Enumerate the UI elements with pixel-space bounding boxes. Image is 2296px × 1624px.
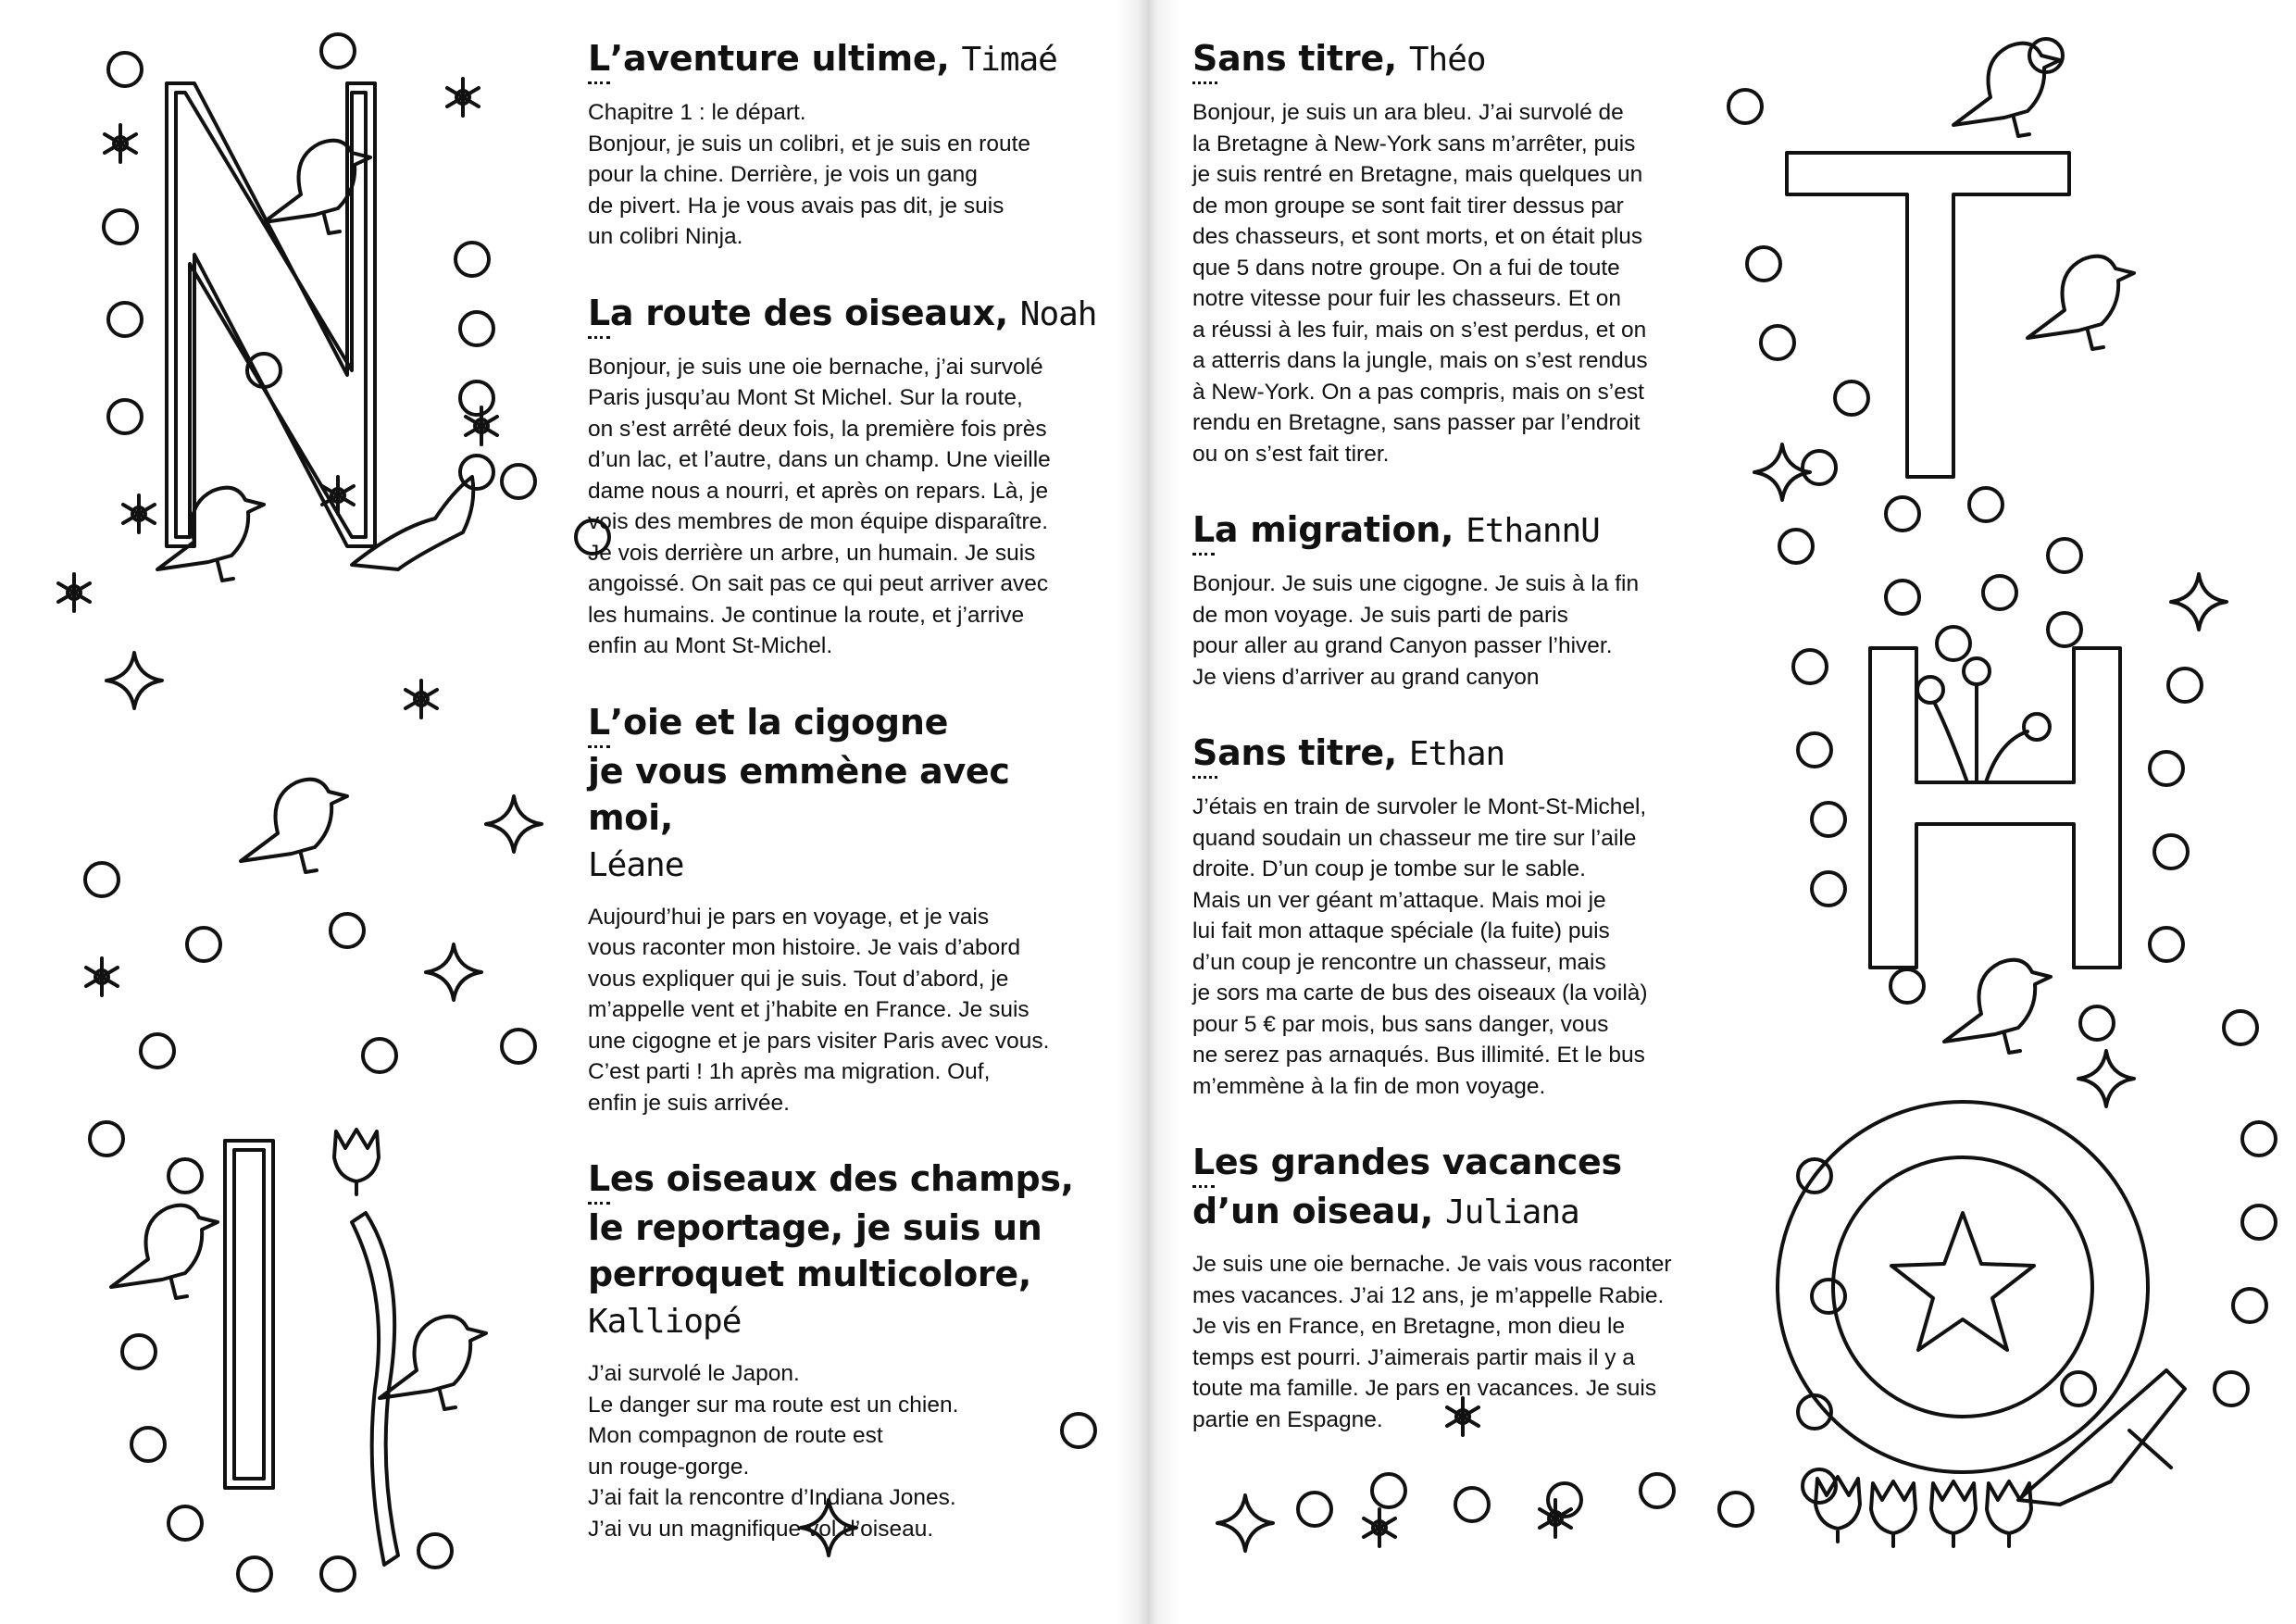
story-title-text: ’oie et la cigogne je vous emmène avec moi, xyxy=(588,701,1010,838)
bird-outlines xyxy=(111,44,2134,1409)
big-letter-i xyxy=(225,1141,273,1488)
story xyxy=(1192,506,1711,693)
story-initial: S xyxy=(1192,730,1217,779)
story-author: Juliana xyxy=(1444,1193,1579,1231)
right-column xyxy=(1192,35,1711,1472)
story-text: Aujourd’hui je pars en voyage, et je vais vous raconter mon histoire. Je vais d’abord vous expliquer qui je suis. Tout d’abord, je m’appelle vent et j’habite en France. Je suis une cigogne et je pars visiter Paris avec vous. C’est parti ! 1h après ma migration. Ouf, enfin je suis arrivée. xyxy=(588,904,1050,1116)
story xyxy=(1192,1139,1711,1435)
tulip-branch xyxy=(334,1130,398,1565)
story-title xyxy=(588,699,1106,889)
right-stories xyxy=(1192,35,1711,1435)
story-title-text: es oiseaux des champs, le reportage, je suis un perroquet multicolore, xyxy=(588,1158,1074,1294)
story xyxy=(588,699,1106,1119)
story-title xyxy=(588,35,1106,84)
story-text: Bonjour. Je suis une cigogne. Je suis à la fin de mon voyage. Je suis parti de paris pour aller au grand Canyon passer l’hiver. Je viens d’arriver au grand canyon xyxy=(1192,571,1640,690)
story-text: Bonjour, je suis un ara bleu. J’ai survolé de la Bretagne à New-York sans m’arrêter, puis je suis rentré en Bretagne, mais quelques un de mon groupe se sont fait tirer dessus par des chasseurs, et sont morts, et on était plus que 5 dans notre groupe. On a fui de toute notre vitesse pour fuir les chasseurs. Et on a réussi à les fuir, mais on s’est perdus, et on a atterris dans la jungle, mais on s’est rendus à New-York. On a pas compris, mais on s’est rendu en Bretagne, sans passer par l’endroit ou on s’est fait tirer. xyxy=(1192,100,1648,467)
story-initial: L xyxy=(588,290,610,339)
story-initial: L xyxy=(1192,1139,1215,1188)
story-text: J’ai survolé le Japon. Le danger sur ma route est un chien. Mon compagnon de route est un rouge-gorge. J’ai fait la rencontre d’Indiana Jones. J’ai vu un magnifique vol d’oiseau. xyxy=(588,1361,959,1542)
story-title-text: ans titre, xyxy=(1217,38,1409,79)
story-text: J’étais en train de survoler le Mont-St-Michel, quand soudain un chasseur me tire sur l’aile droite. D’un coup je tombe sur le sable. Mais un ver géant m’attaque. Mais moi je lui fait mon attaque spéciale (la fuite) puis d’un coup je rencontre un chasseur, mais je sors ma carte de bus des oiseaux (la voilà) pour 5 € par mois, bus sans danger, vous ne serez pas arnaqués. Bus illimité. Et le bus m’emmène à la fin de mon voyage. xyxy=(1192,794,1648,1099)
story-title-text: a route des oiseaux, xyxy=(609,292,1020,333)
story-title xyxy=(588,290,1106,339)
story-author: Noah xyxy=(1019,294,1097,333)
story-title-text: es grandes vacances d’un oiseau, xyxy=(1192,1142,1622,1231)
left-column xyxy=(588,35,1106,1581)
tulip-row xyxy=(1816,1477,2031,1546)
story-author: Léane xyxy=(588,845,684,884)
story xyxy=(588,1156,1106,1544)
left-stories xyxy=(588,35,1106,1544)
story-author: Ethan xyxy=(1408,735,1505,773)
big-letter-h xyxy=(1870,648,2120,968)
story-title xyxy=(1192,35,1711,84)
story xyxy=(1192,730,1711,1102)
big-letter-o xyxy=(1778,1102,2148,1472)
story-author: Théo xyxy=(1408,41,1486,79)
story-author: Timaé xyxy=(961,41,1057,79)
story-initial: L xyxy=(588,35,610,84)
story-initial: S xyxy=(1192,35,1217,84)
flying-bird-left xyxy=(352,477,473,569)
story xyxy=(588,35,1106,253)
story-text: Bonjour, je suis une oie bernache, j’ai survolé Paris jusqu’au Mont St Michel. Sur la route, on s’est arrêté deux fois, la première fois près d’un lac, et l’autre, dans un champ. Une vieille dame nous a nourri, et après on repars. Là, je vois des membres de mon équipe disparaître. Je vois derrière un arbre, un humain. Je suis angoissé. On sait pas ce qui peut arriver avec les humains. Je continue la route, et j’arrive enfin au Mont St-Michel. xyxy=(588,354,1051,658)
story-text: Je suis une oie bernache. Je vais vous raconter mes vacances. J’ai 12 ans, je m’appelle Rabie. Je vis en France, en Bretagne, mon dieu le temps est pourri. J’aimerais partir mais il y a toute ma famille. Je pars en vacances. Je suis partie en Espagne. xyxy=(1192,1252,1672,1432)
story-title xyxy=(1192,1139,1711,1236)
story-author: EthannU xyxy=(1466,512,1600,550)
story-title xyxy=(1192,730,1711,779)
story-title-text: a migration, xyxy=(1214,509,1466,550)
story-initial: L xyxy=(588,699,610,748)
story xyxy=(1192,35,1711,469)
story-text: Chapitre 1 : le départ. Bonjour, je suis un colibri, et je suis en route pour la chine. Derrière, je vois un gang de pivert. Ha je vous avais pas dit, je suis un colibri Ninja. xyxy=(588,100,1031,249)
story-title-text: ’aventure ultime, xyxy=(609,38,962,79)
story-initial: L xyxy=(1192,506,1215,556)
big-letter-n xyxy=(167,83,375,546)
story-title xyxy=(588,1156,1106,1345)
story-author: Kalliopé xyxy=(588,1303,742,1341)
story-title xyxy=(1192,506,1711,556)
story xyxy=(588,290,1106,662)
story-initial: L xyxy=(588,1156,610,1205)
story-title-text: ans titre, xyxy=(1217,732,1409,773)
h-stems xyxy=(1917,658,2050,782)
big-letter-t xyxy=(1787,153,2069,477)
